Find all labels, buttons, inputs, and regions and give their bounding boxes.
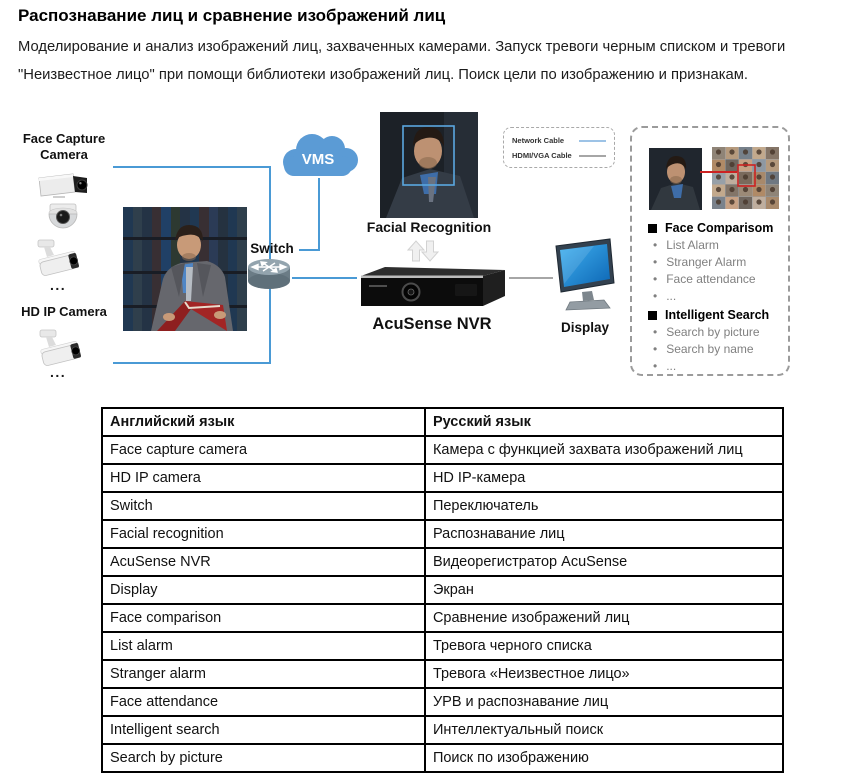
cable-switch-nvr: [292, 277, 357, 279]
table-row: [102, 576, 783, 604]
table-cell-en: Face comparison: [102, 604, 425, 632]
cable-switch-vms-h: [299, 249, 319, 251]
table-cell-en: Facial recognition: [102, 520, 425, 548]
cable-switch-vms-v: [318, 178, 320, 251]
translation-table-wrap: [101, 407, 784, 773]
table-row: [102, 716, 783, 744]
feature-item-list-alarm: • List Alarm: [648, 237, 784, 254]
features-panel: [630, 126, 790, 376]
table-header-russian: Русский язык: [425, 408, 783, 436]
page-description: Моделирование и анализ изображений лиц, захваченных камерами. Запуск тревоги черным списком и тревоги "Неизвестное лицо" при помощи библиотеки изображений лиц. Поиск цели по изображению и признакам.: [18, 39, 786, 83]
matched-face-photo: [649, 148, 702, 210]
face-capture-label-line2: Camera: [40, 147, 88, 162]
page-title: Распознавание лиц и сравнение изображений лиц: [18, 6, 446, 25]
face-capture-camera-label: [10, 131, 118, 163]
table-cell-ru: Распознавание лиц: [425, 520, 783, 548]
table-cell-en: Stranger alarm: [102, 660, 425, 688]
feature-item-more-2: • ...: [648, 358, 784, 375]
table-row: [102, 632, 783, 660]
sync-arrows-icon: [405, 237, 441, 265]
face-comparison-title: Face Comparisom: [665, 221, 774, 235]
vms-cloud: [272, 128, 364, 182]
table-cell-ru: Сравнение изображений лиц: [425, 604, 783, 632]
switch-label: Switch: [250, 241, 294, 256]
legend-row-network: [512, 133, 606, 148]
match-connector-line: [700, 171, 737, 173]
table-header-row: [102, 408, 783, 436]
translation-table: [101, 407, 784, 773]
face-comparison-section: [648, 221, 784, 235]
network-cable-swatch: [579, 140, 606, 142]
feature-item-more-1: • ...: [648, 288, 784, 305]
facial-recognition-label: Facial Recognition: [366, 219, 492, 235]
table-row: [102, 604, 783, 632]
table-cell-en: Search by picture: [102, 744, 425, 772]
table-cell-ru: Тревога черного списка: [425, 632, 783, 660]
table-cell-ru: Тревога «Неизвестное лицо»: [425, 660, 783, 688]
feature-item-search-by-picture: • Search by picture: [648, 324, 784, 341]
intelligent-search-title: Intelligent Search: [665, 308, 770, 322]
table-cell-en: Display: [102, 576, 425, 604]
table-row: [102, 492, 783, 520]
feature-item-search-by-name: • Search by name: [648, 341, 784, 358]
bullet-camera-icon: [34, 238, 84, 278]
table-cell-ru: Видеорегистратор AcuSense: [425, 548, 783, 576]
table-cell-ru: Переключатель: [425, 492, 783, 520]
table-row: [102, 520, 783, 548]
hd-bullet-camera-icon: [36, 328, 86, 368]
vms-label: VMS: [301, 151, 335, 168]
hd-ip-camera-label: HD IP Camera: [21, 304, 107, 319]
table-row: [102, 548, 783, 576]
table-row: [102, 436, 783, 464]
network-cable-label: Network Cable: [512, 136, 565, 145]
face-capture-label-line1: Face Capture: [22, 131, 106, 146]
table-cell-ru: HD IP-камера: [425, 464, 783, 492]
table-cell-en: AcuSense NVR: [102, 548, 425, 576]
hdmi-vga-cable-swatch: [579, 155, 606, 157]
person-photo: [123, 207, 247, 331]
face-grid-photo: [712, 147, 779, 209]
dome-camera-icon: [46, 202, 80, 234]
display-label: Display: [560, 320, 610, 335]
feature-item-stranger-alarm: • Stranger Alarm: [648, 254, 784, 271]
table-row: [102, 744, 783, 772]
table-cell-ru: Интеллектуальный поиск: [425, 716, 783, 744]
intelligent-search-section: [648, 308, 784, 322]
legend-row-hdmi: [512, 148, 606, 163]
more-cameras-ellipsis-2: ...: [50, 364, 67, 380]
black-square-bullet-icon: [648, 224, 657, 233]
table-cell-ru: Экран: [425, 576, 783, 604]
cable-line-top: [113, 166, 271, 168]
cable-nvr-display: [509, 277, 553, 279]
table-cell-ru: Камера с функцией захвата изображений лиц: [425, 436, 783, 464]
table-cell-en: List alarm: [102, 632, 425, 660]
table-row: [102, 688, 783, 716]
table-row: [102, 660, 783, 688]
table-cell-ru: Поиск по изображению: [425, 744, 783, 772]
more-cameras-ellipsis: ...: [50, 277, 67, 293]
feature-list: [648, 218, 784, 375]
table-row: [102, 464, 783, 492]
feature-item-face-attendance: • Face attendance: [648, 271, 784, 288]
table-cell-en: Face capture camera: [102, 436, 425, 464]
switch-icon: [246, 257, 292, 291]
monitor-icon: [552, 238, 618, 312]
box-camera-icon: [37, 170, 89, 200]
table-cell-en: Switch: [102, 492, 425, 520]
facial-recognition-photo: [380, 112, 478, 218]
table-cell-en: Face attendance: [102, 688, 425, 716]
table-header-english: Английский язык: [102, 408, 425, 436]
cable-line-bottom: [113, 362, 271, 364]
cable-legend: [503, 127, 615, 168]
table-cell-en: Intelligent search: [102, 716, 425, 744]
nvr-device: [355, 262, 509, 312]
black-square-bullet-icon: [648, 311, 657, 320]
nvr-label: AcuSense NVR: [372, 315, 492, 333]
table-cell-ru: УРВ и распознавание лиц: [425, 688, 783, 716]
hdmi-vga-cable-label: HDMI/VGA Cable: [512, 151, 572, 160]
table-cell-en: HD IP camera: [102, 464, 425, 492]
